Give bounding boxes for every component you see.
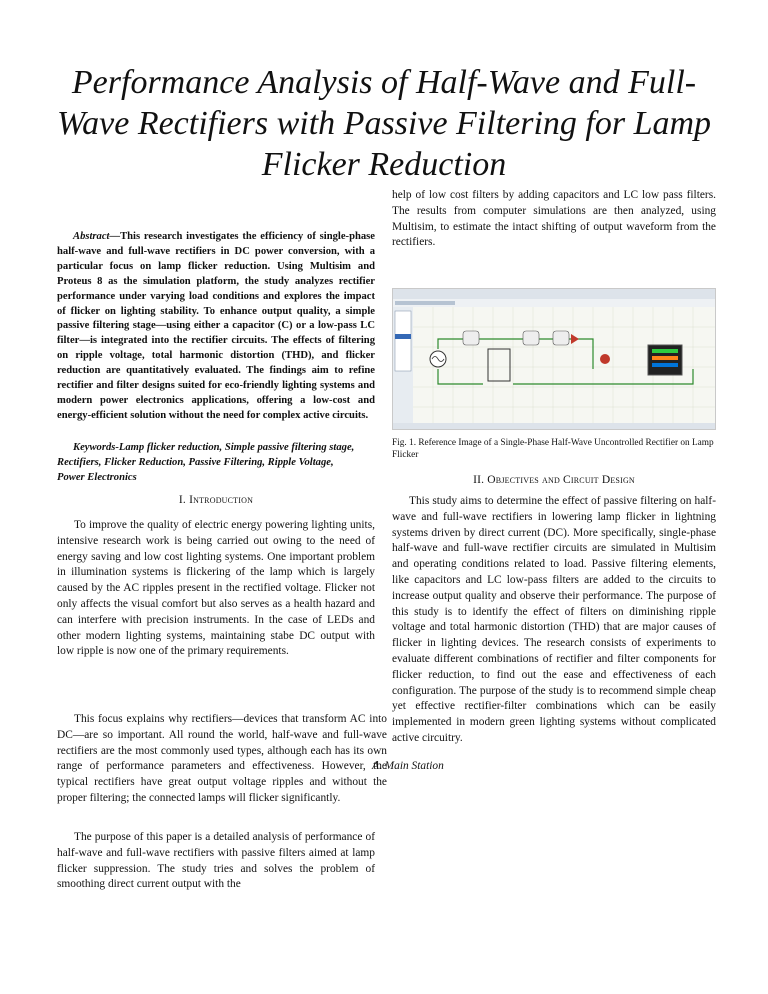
- subsection-a-heading: A. Main Station: [372, 760, 444, 772]
- intro-paragraph-2: This focus explains why rectifiers—devices that transform AC into DC—are so important. All round the world, half-wave and full-wave rectifiers are the most commonly used types, although each has its own range of performance parameters and effectiveness. However, the typical rectifiers have great output voltage ripples and without the proper filtering; the connected lamps will flicker significantly.: [57, 713, 387, 804]
- section-1-heading: I. Introduction: [178, 494, 254, 506]
- keywords: Keywords-Lamp flicker reduction, Simple passive filtering stage, Rectifiers, Flicker Reduction, Passive Filtering, Ripple Voltage, Power Electronics: [57, 442, 355, 483]
- abstract-lead: Abstract—: [73, 231, 121, 242]
- intro-paragraph-1: To improve the quality of electric energy powering lighting units, intensive research work is being carried out owing to the need of energy saving and low cost lighting systems. One important problem in illumination systems is flickering of the lamp which is largely caused by the AC ripples present in the rectified voltage. Flicker not only affects the visual comfort but also serves as a health hazard and can interfere with precision instruments. In the case of LEDs and other modern lighting systems, maintaining stabe DC output with low ripple is now one of the primary requirements.: [57, 519, 375, 658]
- abstract: [57, 230, 375, 424]
- intro-paragraph-3-continued: help of low cost filters by adding capacitors and LC low pass filters. The results from computer simulations are then analyzed, using Multisim, to estimate the intact shifting of output waveform from the rectifiers.: [392, 189, 716, 249]
- figure-caption: Fig. 1. Reference Image of a Single-Phase Half-Wave Uncontrolled Rectifier on Lamp Flicker: [392, 438, 714, 460]
- objectives-paragraph: This study aims to determine the effect of passive filtering on half-wave and full-wave rectifiers in lowering lamp flicker in lightning systems driven by direct current (DC). More specifically, single-phase half-wave and full-wave rectifier circuits are simulated in Multisim and operating conditions related to load. Passive filtering elements, like capacitors and LC low-pass filters are added to the circuits to increase output quality and observe their performance. The purpose of this study is to identify the effect of filters on diminishing ripple voltage and total harmonic distortion (THD) that are major causes of flicker in lighting devices. The research consists of experiments to evaluate different combinations of rectifier and filter components for flicker reduction, to find out the ease and effectiveness of each configuration. The purpose of the study is to recommend simple cheap yet effective rectifier-filter combinations which can be easily implemented in modern green lighting systems without complicated active circuitry.: [392, 495, 716, 744]
- circuit-schematic-image: [393, 289, 715, 429]
- intro-paragraph-3: The purpose of this paper is a detailed analysis of performance of half-wave and full-wave rectifiers with passive filters aimed at lamp flicker suppression. The study tries and solves the problem of smoothing direct current output with the: [57, 831, 375, 891]
- figure-simulation-screenshot: [392, 288, 716, 430]
- abstract-body: This research investigates the efficiency of single-phase half-wave and full-wave rectifiers in DC power conversion, with a particular focus on lamp flicker reduction. Using Multisim and Proteus 8 as the simulation platform, the study analyzes rectifier performance under varying load conditions and explores the impact of flicker on lighting stability. To enhance output quality, a simple passive filtering stage—using either a capacitor (C) or a low-pass LC filter—is integrated into the rectifier circuits. The effects of filtering on ripple voltage, total harmonic distortion (THD), and flicker reduction are quantitatively evaluated. The findings aim to refine rectifier and filter designs suited for eco-friendly lighting systems and modern power electronics applications, offering a low-cost and energy-efficient solution without the need for complex active circuits.: [57, 231, 375, 421]
- section-2-heading: II. Objectives and Circuit Design: [473, 474, 635, 486]
- paper-title: Performance Analysis of Half-Wave and Full-Wave Rectifiers with Passive Filtering for Lamp Flicker Reduction: [56, 64, 712, 183]
